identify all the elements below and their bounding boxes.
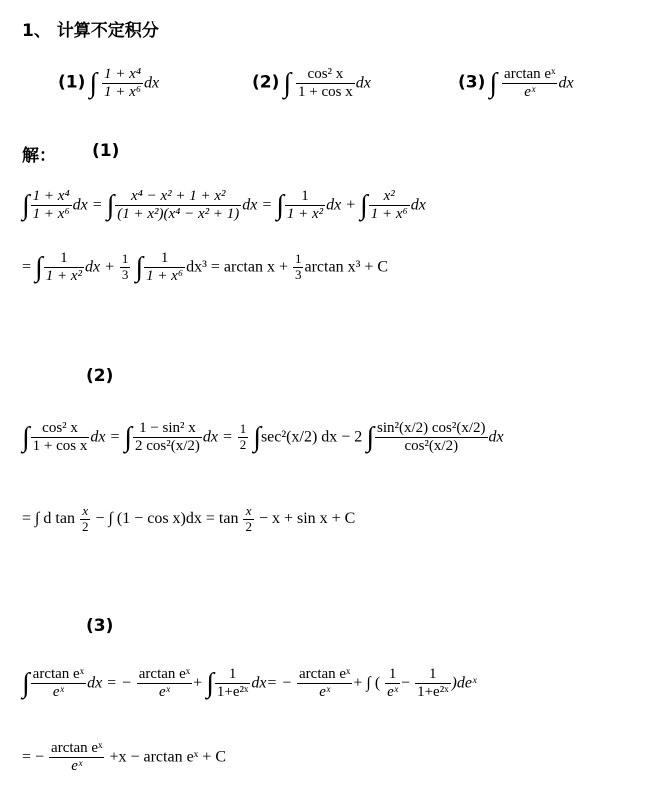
p2l2-f2-den: 2: [245, 518, 252, 534]
p2l2-prefix: = ∫ d tan: [22, 510, 75, 528]
p1l1-t4-dx: dx: [410, 196, 426, 214]
p3l1-t5-den: eˣ: [387, 684, 399, 701]
p3l2-f-num: arctan eˣ: [49, 740, 104, 758]
p2l2-f1-num: x: [80, 504, 91, 520]
problem-3-denominator: eˣ: [524, 84, 536, 101]
p2l1-t2-dx: dx =: [202, 428, 233, 446]
p2l1-lhs-num: cos² x: [31, 420, 90, 438]
p2l1-t4-den: cos²(x/2): [404, 438, 459, 455]
part-1-label: (1): [92, 141, 120, 161]
p2l1-c-num: 1: [239, 421, 247, 437]
p2l2-f2-num: x: [243, 504, 254, 520]
solution-label: 解：: [22, 146, 56, 166]
p3l1-t4-den: eˣ: [319, 684, 331, 701]
p1l2-t2-den: 1 + x⁶: [146, 268, 184, 285]
problem-3: (3) ∫ $\frac{\text{arctan eˣ}}{\text{eˣ}}$ dx: [458, 66, 574, 101]
p1l1-lhs-num: 1 + x⁴: [31, 188, 72, 206]
p3l2-tail: +x − arctan eˣ + C: [109, 748, 226, 766]
p3l1-t5-num: 1: [385, 666, 400, 684]
p2l1-t2-den: 2 cos²(x/2): [134, 438, 200, 455]
problem-3-dx: dx: [558, 74, 574, 92]
p3l2-prefix: = −: [22, 748, 45, 766]
p3l1-t4-num: arctan eˣ: [297, 666, 352, 684]
problem-1-numerator: 1 + x⁴: [102, 66, 143, 84]
p1l2-t1-num: 1: [44, 250, 84, 268]
p1l2-t1-dx: dx +: [84, 258, 115, 276]
p1l1-t4-num: x²: [369, 188, 410, 206]
p2l1-c-den: 2: [239, 437, 247, 453]
p1l2-t2-dx: dx³ = arctan x +: [186, 258, 288, 276]
p1l2-t1-den: 1 + x²: [45, 268, 82, 285]
part-3-line-2: [22, 740, 226, 776]
p3l1-t3-num: 1: [215, 666, 250, 684]
p1l2-c-num: 1: [121, 251, 129, 267]
problem-2-label: (2): [252, 72, 280, 93]
p2l1-t2-num: 1 − sin² x: [133, 420, 202, 438]
section-title: 1、 计算不定积分: [22, 21, 159, 41]
p3l1-lhs-den: eˣ: [52, 684, 64, 701]
p1l2-t2-num: 1: [144, 250, 185, 268]
problem-1-label: (1): [58, 72, 86, 93]
p1l1-t2-dx: dx =: [242, 196, 273, 214]
p2l2-f1-den: 2: [81, 518, 89, 534]
p3l2-f-den: eˣ: [71, 758, 83, 775]
problem-1: (1) ∫ $\frac{\text{1 + x⁴}}{\text{1 + x⁶}}$ dx: [58, 66, 160, 101]
problem-2-denominator: 1 + cos x: [298, 84, 353, 101]
p2l2-tail: − x + sin x + C: [258, 510, 356, 528]
p3l1-tail: )deˣ: [451, 674, 477, 692]
part-2-line-2: [22, 504, 355, 535]
p3l1-t3-den: 1+e²ˣ: [216, 684, 249, 701]
p2l1-t4-num: sin²(x/2) cos²(x/2): [375, 420, 488, 438]
p3l1-t3-dx: dx= −: [251, 674, 293, 692]
p3l1-t6-den: 1+e²ˣ: [417, 684, 449, 701]
p1l2-c-den: 3: [121, 267, 129, 283]
p1l1-lhs-den: 1 + x⁶: [32, 206, 70, 223]
p2l1-t3: sec²(x/2) dx − 2: [260, 428, 363, 446]
problem-3-numerator: arctan eˣ: [502, 66, 557, 84]
p1l2-c2-num: 1: [294, 251, 302, 267]
p1l1-t3-dx: dx +: [326, 196, 357, 214]
p2l1-lhs-dx: dx =: [90, 428, 121, 446]
part-1-line-1: ∫ $\frac{\text{1 + x⁴}}{\text{1 + x⁶}}$ dx = ∫ $\frac{\text{x⁴ − x² + 1 + x²}}{\text{(1 + x²)(x⁴ − x² + 1)}}$ dx = ∫ $\frac{1}{\text{1 + x²}}$ dx + ∫ $\frac{\text{x²}}{\text{1 + x⁶}}$ dx: [22, 188, 426, 223]
problem-2-numerator: cos² x: [296, 66, 355, 84]
p1l2-c2-den: 3: [294, 267, 302, 283]
part-3-line-1: ∫ $\frac{\text{arctan eˣ}}{\text{eˣ}}$ dx = − $\frac{\text{arctan eˣ}}{\text{eˣ}}$ + ∫ $\frac{1}{\text{1+e²ˣ}}$ dx= − $\frac{\text{arctan eˣ}}{\text{eˣ}}$ + ∫ ( $\frac{1}{\text{eˣ}}$ − $\frac{1}{\text{1+e²ˣ}}$ )deˣ: [22, 666, 477, 701]
problem-3-label: (3): [458, 72, 486, 93]
p2l1-t4-dx: dx: [488, 428, 504, 446]
p1l2-prefix: =: [22, 258, 32, 276]
p3l1-plus2: + ∫ (: [353, 674, 381, 692]
p1l1-t3-den: 1 + x²: [286, 206, 324, 223]
problem-2: (2) ∫ $\frac{\text{cos² x}}{\text{1 + cos x}}$ dx: [252, 66, 371, 101]
p3l1-t6-num: 1: [415, 666, 450, 684]
p1l1-lhs-dx: dx =: [72, 196, 103, 214]
p3l1-t2-den: eˣ: [159, 684, 170, 701]
part-3-label: (3): [86, 616, 114, 636]
p3l1-minus: −: [401, 674, 411, 692]
p1l1-t2-den: (1 + x²)(x⁴ − x² + 1): [117, 206, 240, 223]
problem-1-dx: dx: [144, 74, 160, 92]
p1l2-tail: arctan x³ + C: [304, 258, 389, 276]
problem-2-dx: dx: [355, 74, 371, 92]
part-1-line-2: = ∫ $\frac{1}{\text{1 + x²}}$ dx + $\frac{1}{3}$ ∫ $\frac{1}{\text{1 + x⁶}}$ dx³ = arctan x + $\frac{1}{3}$ arctan x³ + C: [22, 250, 389, 285]
p2l2-mid: − ∫ (1 − cos x)dx = tan: [95, 510, 239, 528]
p1l1-t3-num: 1: [285, 188, 325, 206]
p3l1-plus: +: [193, 674, 203, 692]
p3l1-lhs-num: arctan eˣ: [31, 666, 86, 684]
problem-1-denominator: 1 + x⁶: [104, 84, 142, 101]
p3l1-t2-num: arctan eˣ: [137, 666, 192, 684]
part-2-label: (2): [86, 366, 114, 386]
p3l1-lhs-dx: dx = −: [87, 674, 132, 692]
p2l1-lhs-den: 1 + cos x: [32, 438, 88, 455]
p1l1-t4-den: 1 + x⁶: [370, 206, 408, 223]
part-2-line-1: ∫ $\frac{\text{cos² x}}{\text{1 + cos x}}$ dx = ∫ $\frac{\text{1 − sin² x}}{\text{2 cos²(x/2)}}$ dx = $\frac{1}{2}$ ∫sec²(x/2) dx − 2 ∫ $\frac{\text{sin²(x/2) cos²(x/2)}}{\text{cos²(x/2)}}$ dx: [22, 420, 504, 455]
p1l1-t2-num: x⁴ − x² + 1 + x²: [115, 188, 241, 206]
